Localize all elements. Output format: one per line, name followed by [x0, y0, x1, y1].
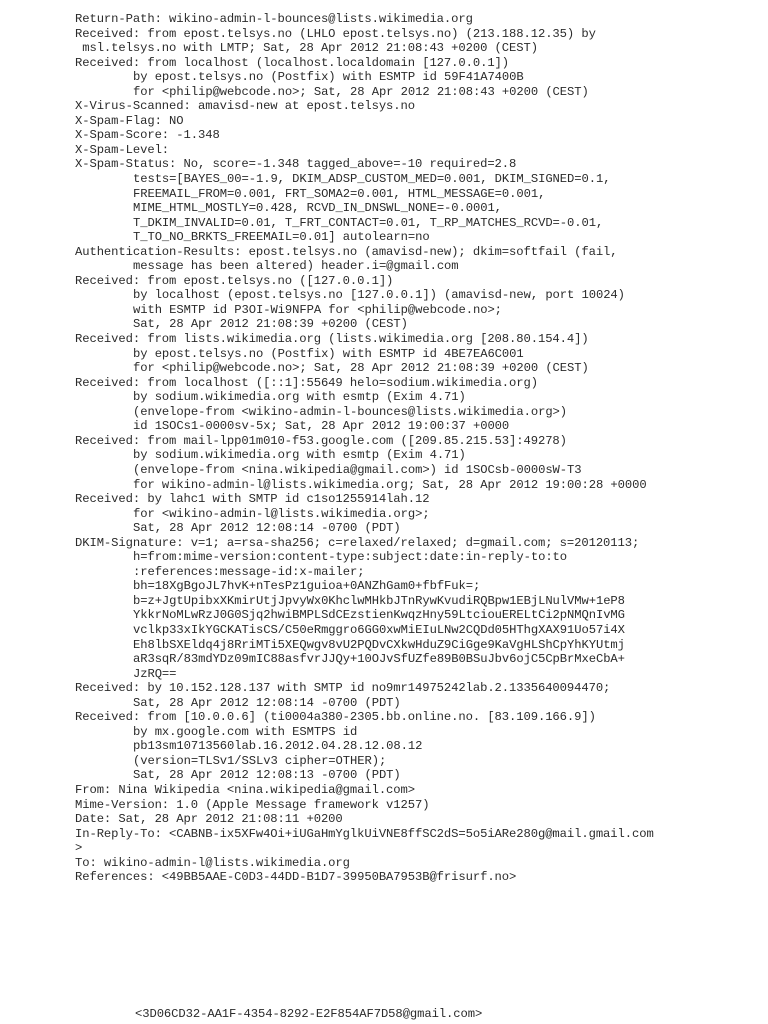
footer-message-id: <3D06CD32-AA1F-4354-8292-E2F854AF7D58@gmail.com> — [135, 1007, 483, 1021]
header-line: b=z+JgtUpibxXKmirUtjJpvyWx0KhclwMHkbJTnRywKvudiRQBpw1EBjLNulVMw+1eP8 — [133, 593, 625, 608]
header-line: Date: Sat, 28 Apr 2012 21:08:11 +0200 — [75, 812, 343, 827]
header-line: T_DKIM_INVALID=0.01, T_FRT_CONTACT=0.01, T_RP_MATCHES_RCVD=-0.01, — [133, 215, 604, 230]
header-line: Mime-Version: 1.0 (Apple Message framework v1257) — [75, 797, 430, 812]
header-line: by sodium.wikimedia.org with esmtp (Exim 4.71) — [133, 448, 466, 463]
header-line: From: Nina Wikipedia <nina.wikipedia@gmail.com> — [75, 782, 415, 797]
header-line: by sodium.wikimedia.org with esmtp (Exim 4.71) — [133, 390, 466, 405]
header-line: Received: from localhost ([::1]:55649 helo=sodium.wikimedia.org) — [75, 375, 538, 390]
header-line: by epost.telsys.no (Postfix) with ESMTP id 4BE7EA6C001 — [133, 346, 524, 361]
header-line: pb13sm10713560lab.16.2012.04.28.12.08.12 — [133, 739, 423, 754]
header-line: > — [75, 841, 83, 856]
header-line: MIME_HTML_MOSTLY=0.428, RCVD_IN_DNSWL_NONE=-0.0001, — [133, 201, 502, 216]
header-line: :references:message-id:x-mailer; — [133, 564, 365, 579]
header-line: YkkrNoMLwRzJ0G0Sjq2hwiBMPLSdCEzstienKwqzHny59LtciouERELtCi2pNMQnIvMG — [133, 608, 625, 623]
header-line: tests=[BAYES_00=-1.9, DKIM_ADSP_CUSTOM_MED=0.001, DKIM_SIGNED=0.1, — [133, 172, 611, 187]
header-line: (envelope-from <nina.wikipedia@gmail.com>) id 1SOCsb-0000sW-T3 — [133, 462, 582, 477]
header-line: for <philip@webcode.no>; Sat, 28 Apr 2012 21:08:39 +0200 (CEST) — [133, 361, 589, 376]
header-line: by localhost (epost.telsys.no [127.0.0.1]) (amavisd-new, port 10024) — [133, 288, 625, 303]
header-line: message has been altered) header.i=@gmail.com — [133, 259, 459, 274]
header-line: X-Virus-Scanned: amavisd-new at epost.telsys.no — [75, 99, 415, 114]
header-line: Received: from lists.wikimedia.org (lists.wikimedia.org [208.80.154.4]) — [75, 332, 589, 347]
header-line: for <philip@webcode.no>; Sat, 28 Apr 2012 21:08:43 +0200 (CEST) — [133, 84, 589, 99]
header-line: Received: from mail-lpp01m010-f53.google.com ([209.85.215.53]:49278) — [75, 433, 567, 448]
header-line: Received: from epost.telsys.no (LHLO epost.telsys.no) (213.188.12.35) by — [75, 26, 596, 41]
header-line: In-Reply-To: <CABNB-ix5XFw4Oi+iUGaHmYglkUiVNE8ffSC2dS=5o5iARe280g@mail.gmail.com — [75, 826, 654, 841]
header-line: X-Spam-Status: No, score=-1.348 tagged_above=-10 required=2.8 — [75, 157, 517, 172]
header-line: Received: from [10.0.0.6] (ti0004a380-2305.bb.online.no. [83.109.166.9]) — [75, 710, 596, 725]
header-line: DKIM-Signature: v=1; a=rsa-sha256; c=relaxed/relaxed; d=gmail.com; s=20120113; — [75, 535, 640, 550]
header-line: for <wikino-admin-l@lists.wikimedia.org>; — [133, 506, 430, 521]
header-line: by epost.telsys.no (Postfix) with ESMTP id 59F41A7400B — [133, 70, 524, 85]
header-line: Return-Path: wikino-admin-l-bounces@lists.wikimedia.org — [75, 12, 473, 26]
header-line: Eh8lbSXEldq4j8RriMTi5XEQwgv8vU2PQDvCXkwHduZ9CiGge9KaVgHLShCpYhKYUtmj — [133, 637, 625, 652]
header-line: To: wikino-admin-l@lists.wikimedia.org — [75, 855, 350, 870]
header-line: h=from:mime-version:content-type:subject:date:in-reply-to:to — [133, 550, 568, 565]
header-line: Sat, 28 Apr 2012 21:08:39 +0200 (CEST) — [133, 317, 408, 332]
header-line: Received: from localhost (localhost.localdomain [127.0.0.1]) — [75, 55, 510, 70]
header-line: msl.telsys.no with LMTP; Sat, 28 Apr 2012 21:08:43 +0200 (CEST) — [75, 41, 538, 56]
header-line: id 1SOCs1-0000sv-5x; Sat, 28 Apr 2012 19:00:37 +0000 — [133, 419, 510, 434]
header-line: (envelope-from <wikino-admin-l-bounces@lists.wikimedia.org>) — [133, 404, 568, 419]
header-line: Received: from epost.telsys.no ([127.0.0.1]) — [75, 273, 394, 288]
header-line: by mx.google.com with ESMTPS id — [133, 724, 358, 739]
header-line: JzRQ== — [133, 666, 177, 681]
header-line: Received: by lahc1 with SMTP id c1so1255914lah.12 — [75, 492, 430, 507]
header-line: for wikino-admin-l@lists.wikimedia.org; Sat, 28 Apr 2012 19:00:28 +0000 — [133, 477, 647, 492]
header-line: Sat, 28 Apr 2012 12:08:13 -0700 (PDT) — [133, 768, 401, 783]
header-line: X-Spam-Score: -1.348 — [75, 128, 220, 143]
email-header-block — [75, 12, 755, 885]
header-line: bh=18XgBgoJL7hvK+nTesPz1guioa+0ANZhGam0+fbfFuk=; — [133, 579, 481, 594]
header-line: References: <49BB5AAE-C0D3-44DD-B1D7-39950BA7953B@frisurf.no> — [75, 870, 517, 885]
header-line: with ESMTP id P3OI-Wi9NFPA for <philip@webcode.no>; — [133, 302, 502, 317]
header-line: (version=TLSv1/SSLv3 cipher=OTHER); — [133, 753, 387, 768]
header-line: X-Spam-Level: — [75, 142, 170, 157]
header-line: X-Spam-Flag: NO — [75, 113, 184, 128]
header-line: T_TO_NO_BRKTS_FREEMAIL=0.01] autolearn=no — [133, 230, 430, 245]
header-line: Sat, 28 Apr 2012 12:08:14 -0700 (PDT) — [133, 695, 401, 710]
header-line: aR3sqR/83mdYDz09mIC88asfvrJJQy+10OJvSfUZfe89B0BSuJbv6ojC5CpBrMxeCbA+ — [133, 652, 625, 667]
header-line: vclkp33xIkYGCKATisCS/C50eRmggro6GG0xwMiEIuLNw2CQDd05HThgXAX91Uo57i4X — [133, 622, 625, 637]
header-line: Received: by 10.152.128.137 with SMTP id no9mr14975242lab.2.1335640094470; — [75, 681, 611, 696]
header-line: FREEMAIL_FROM=0.001, FRT_SOMA2=0.001, HTML_MESSAGE=0.001, — [133, 186, 546, 201]
header-line: Authentication-Results: epost.telsys.no (amavisd-new); dkim=softfail (fail, — [75, 244, 618, 259]
header-line: Sat, 28 Apr 2012 12:08:14 -0700 (PDT) — [133, 521, 401, 536]
